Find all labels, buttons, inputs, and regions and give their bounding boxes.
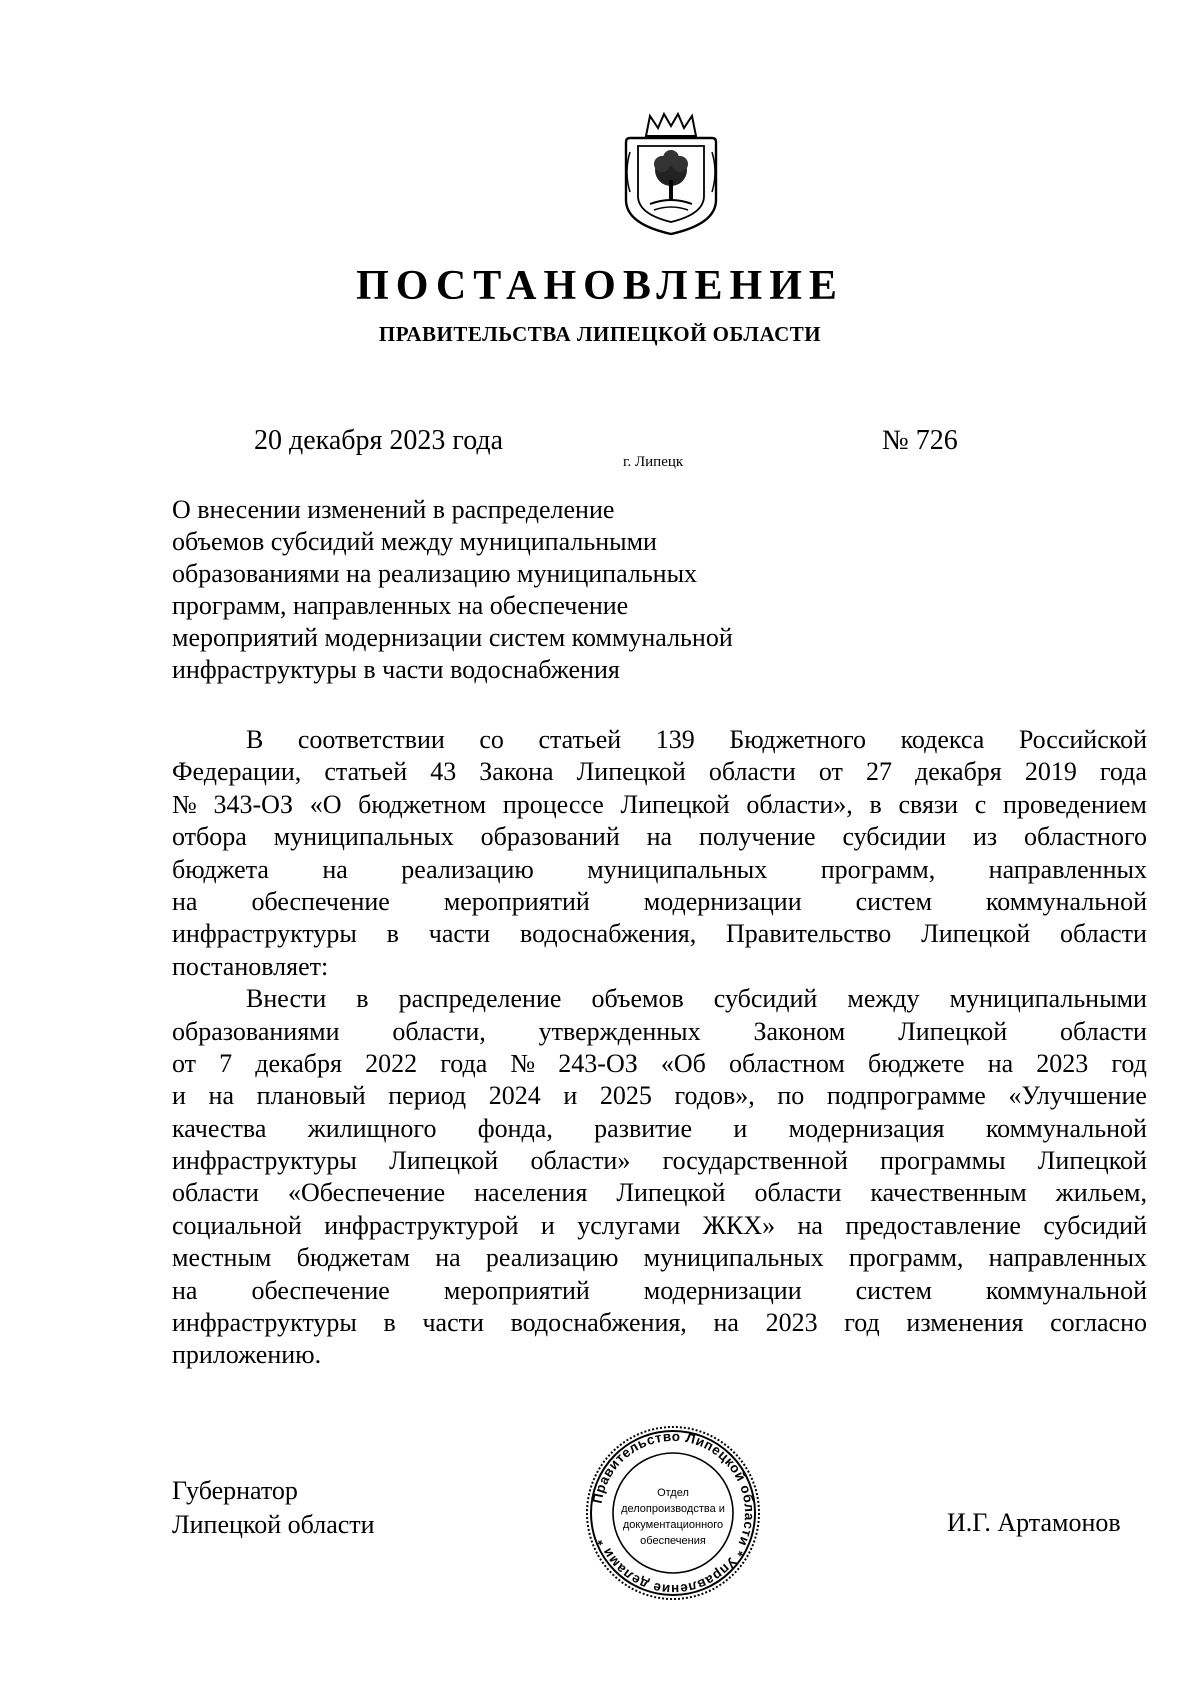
body-word: отбора: [172, 822, 247, 852]
body-word: на: [208, 1081, 234, 1111]
signatory-name: И.Г. Артамонов: [947, 1508, 1121, 1537]
body-word: программ,: [820, 854, 936, 884]
body-word: изменения: [906, 1308, 1024, 1338]
body-word: качества: [172, 1113, 267, 1143]
body-word: на: [322, 854, 348, 884]
body-word: услугами: [577, 1210, 681, 1240]
body-line: [172, 1275, 1147, 1307]
body-word: фонда,: [477, 1113, 553, 1143]
body-word: из: [972, 822, 998, 852]
body-word: декабря: [255, 1048, 342, 1078]
body-word: программ,: [848, 1243, 964, 1273]
body-word: на: [172, 886, 198, 916]
body-word: ЖКХ»: [702, 1210, 776, 1240]
body-word: областном: [728, 1048, 845, 1078]
body-word: водоснабжения,: [510, 1308, 687, 1338]
body-word: подпрограмме: [826, 1081, 986, 1111]
body-line: [172, 724, 1147, 756]
position-line: Губернатор: [172, 1476, 298, 1505]
body-word: Закона: [479, 757, 554, 787]
body-word: предоставление: [845, 1210, 1021, 1240]
issuing-authority: ПРАВИТЕЛЬСТВА ЛИПЕЦКОЙ ОБЛАСТИ: [378, 322, 822, 346]
body-word: 343-ОЗ: [213, 789, 293, 819]
body-word: Законом: [753, 1016, 846, 1046]
body-word: утвержденных: [538, 1016, 701, 1046]
body-word: жильем,: [1055, 1178, 1147, 1208]
document-title: ПОСТАНОВЛЕНИЕ: [356, 263, 844, 309]
document-heading: [172, 494, 892, 686]
body-word: государственной: [662, 1146, 848, 1176]
body-word: направленных: [988, 854, 1147, 884]
body-word: плановый: [256, 1081, 366, 1111]
body-word: Липецкой: [1037, 1146, 1147, 1176]
body-word: муниципальных: [643, 1243, 824, 1273]
body-word: 243-ОЗ: [558, 1048, 638, 1078]
body-line: [172, 789, 1147, 821]
body-word: модернизации: [643, 886, 802, 916]
body-word: субсидий: [1043, 1210, 1147, 1240]
body-word: области: [754, 1178, 842, 1208]
body-word: согласно: [1050, 1308, 1147, 1338]
stamp-inner-line: документационного: [622, 1519, 724, 1531]
body-word: процессе: [502, 789, 604, 819]
body-word: на: [435, 1243, 461, 1273]
body-line: [172, 1307, 1147, 1339]
body-word: области»,: [746, 789, 853, 819]
body-word: год: [844, 1308, 880, 1338]
body-word: направленных: [988, 1243, 1147, 1273]
body-word: «Об: [660, 1048, 706, 1078]
body-word: №: [172, 789, 197, 819]
body-word: Липецкой: [620, 789, 730, 819]
body-word: области,: [392, 1016, 486, 1046]
body-word: от: [818, 757, 843, 787]
body-word: части: [428, 919, 491, 949]
body-word: Липецкой: [616, 1178, 726, 1208]
body-word: коммунальной: [985, 886, 1147, 916]
body-line: [172, 1048, 1147, 1080]
heading-line: О внесении изменений в распределение: [172, 495, 615, 524]
body-word: постановляет:: [172, 951, 329, 981]
body-word: Липецкой: [921, 919, 1031, 949]
body-word: и: [563, 1081, 578, 1111]
body-word: и: [733, 1113, 748, 1143]
body-line: [172, 1339, 1147, 1371]
body-word: между: [847, 984, 920, 1014]
body-word: муниципальными: [949, 984, 1147, 1014]
body-word: инфраструктуры: [172, 1308, 357, 1338]
body-word: обеспечение: [251, 886, 390, 916]
body-word: объемов: [591, 984, 684, 1014]
body-word: статьей: [324, 757, 408, 787]
signatory-position: [172, 1474, 375, 1542]
body-word: областного: [1024, 822, 1147, 852]
body-word: мероприятий: [443, 1275, 590, 1305]
body-word: области: [172, 1178, 259, 1208]
body-word: муниципальных: [587, 854, 768, 884]
body-word: с: [974, 789, 987, 819]
body-word: «Обеспечение: [287, 1178, 446, 1208]
body-line: [172, 918, 1147, 950]
body-word: распределение: [398, 984, 562, 1014]
body-word: области»: [530, 1146, 631, 1176]
body-word: систем: [855, 1275, 932, 1305]
body-word: статьей: [538, 725, 622, 754]
body-word: области: [1060, 1016, 1147, 1046]
body-line: [172, 1242, 1147, 1274]
body-word: мероприятий: [443, 886, 590, 916]
body-word: коммунальной: [985, 1113, 1147, 1143]
body-word: Российской: [1018, 725, 1147, 754]
body-line: [172, 1177, 1147, 1209]
official-stamp: [584, 1424, 762, 1602]
body-word: качественным: [870, 1178, 1027, 1208]
body-word: инфраструктуры: [172, 1146, 357, 1176]
heading-line: объемов субсидий между муниципальными: [172, 527, 657, 556]
body-word: Липецкой: [576, 757, 686, 787]
body-word: Липецкой: [898, 1016, 1008, 1046]
body-word: по: [777, 1081, 805, 1111]
body-line: [172, 983, 1147, 1015]
body-word: со: [479, 725, 504, 754]
body-line: [172, 1145, 1147, 1177]
body-word: модернизации: [643, 1275, 802, 1305]
body-word: года: [1099, 757, 1147, 787]
stamp-outer-text: Правительство Липецкой области * Управление делами *: [589, 1428, 758, 1598]
body-word: бюджетном: [358, 789, 487, 819]
body-word: реализацию: [401, 854, 534, 884]
body-word: бюджетам: [296, 1243, 410, 1273]
body-word: муниципальных: [273, 822, 454, 852]
body-word: 27: [865, 757, 892, 787]
body-word: 2025: [599, 1081, 652, 1111]
body-word: и: [172, 1081, 186, 1111]
body-word: В: [246, 725, 264, 754]
body-line: [172, 821, 1147, 853]
body-word: области: [1060, 919, 1147, 949]
heading-line: программ, направленных на обеспечение: [172, 591, 629, 620]
body-word: 2024: [488, 1081, 541, 1111]
body-word: развитие: [594, 1113, 692, 1143]
stamp-inner-line: обеспечения: [640, 1535, 706, 1547]
body-word: соответствии: [297, 725, 445, 754]
body-word: от: [172, 1048, 197, 1078]
body-word: «Улучшение: [1008, 1081, 1147, 1111]
body-line: [172, 854, 1147, 886]
body-word: год: [1111, 1048, 1147, 1078]
body-word: образований: [480, 822, 620, 852]
body-word: программы: [880, 1146, 1006, 1176]
body-word: на: [646, 822, 673, 852]
body-word: 2023: [1036, 1048, 1089, 1078]
body-word: образованиями: [172, 1016, 340, 1046]
body-word: социальной: [172, 1210, 302, 1240]
body-word: Бюджетного: [729, 725, 867, 754]
body-word: декабря: [915, 757, 1002, 787]
body-word: получение: [699, 822, 816, 852]
body-word: Правительство: [726, 919, 892, 949]
stamp-inner-line: делопроизводства и: [621, 1503, 725, 1515]
body-word: 7: [219, 1048, 233, 1078]
body-word: Внести: [246, 984, 327, 1014]
body-word: модернизация: [788, 1113, 945, 1143]
body-word: 2019: [1024, 757, 1077, 787]
body-word: населения: [474, 1178, 588, 1208]
body-word: на: [172, 1275, 198, 1305]
body-word: местным: [172, 1243, 272, 1273]
body-word: период: [388, 1081, 467, 1111]
body-word: в: [386, 919, 399, 949]
body-word: реализацию: [485, 1243, 619, 1273]
body-word: годов»,: [674, 1081, 755, 1111]
body-word: на: [713, 1308, 739, 1338]
position-line: Липецкой области: [172, 1510, 375, 1539]
body-word: систем: [855, 886, 932, 916]
heading-line: образованиями на реализацию муниципальных: [172, 559, 698, 588]
body-line: [172, 756, 1147, 788]
body-word: 43: [430, 757, 457, 787]
body-word: №: [510, 1048, 536, 1078]
body-word: субсидии: [842, 822, 947, 852]
body-word: жилищного: [307, 1113, 437, 1143]
body-word: в: [383, 1308, 396, 1338]
document-number: № 726: [882, 425, 958, 456]
body-word: 139: [655, 725, 695, 754]
body-line: [172, 1210, 1147, 1242]
document-city: г. Липецк: [623, 454, 684, 470]
document-body: [172, 724, 1147, 1372]
body-word: Федерации,: [172, 757, 302, 787]
body-word: обеспечение: [251, 1275, 390, 1305]
body-line: [172, 1080, 1147, 1112]
body-word: кодекса: [900, 725, 985, 754]
body-word: и: [540, 1210, 555, 1240]
stamp-inner-line: Отдел: [657, 1487, 689, 1499]
heading-line: инфраструктуры в части водоснабжения: [172, 655, 620, 684]
body-word: на: [797, 1210, 823, 1240]
body-word: 2023: [765, 1308, 818, 1338]
body-word: года: [440, 1048, 488, 1078]
body-word: приложению.: [172, 1340, 322, 1370]
heading-line: мероприятий модернизации систем коммунальной: [172, 623, 733, 652]
body-word: части: [422, 1308, 484, 1338]
body-word: связи: [898, 789, 959, 819]
body-line: [172, 951, 1147, 983]
body-word: в: [356, 984, 369, 1014]
body-line: [172, 1113, 1147, 1145]
body-word: бюджета: [172, 854, 269, 884]
body-word: области: [708, 757, 796, 787]
body-word: в: [869, 789, 882, 819]
body-word: «О: [309, 789, 342, 819]
body-word: инфраструктуры: [172, 919, 357, 949]
body-word: субсидий: [713, 984, 818, 1014]
body-word: проведением: [1003, 789, 1147, 819]
body-word: водоснабжения,: [519, 919, 697, 949]
body-word: коммунальной: [985, 1275, 1147, 1305]
body-word: на: [987, 1048, 1014, 1078]
coat-of-arms-icon: [620, 112, 722, 238]
document-date: 20 декабря 2023 года: [254, 425, 504, 456]
body-word: Липецкой: [389, 1146, 499, 1176]
body-line: [172, 886, 1147, 918]
body-line: [172, 1016, 1147, 1048]
body-word: бюджете: [867, 1048, 965, 1078]
body-word: инфраструктурой: [324, 1210, 519, 1240]
body-word: 2022: [365, 1048, 418, 1078]
